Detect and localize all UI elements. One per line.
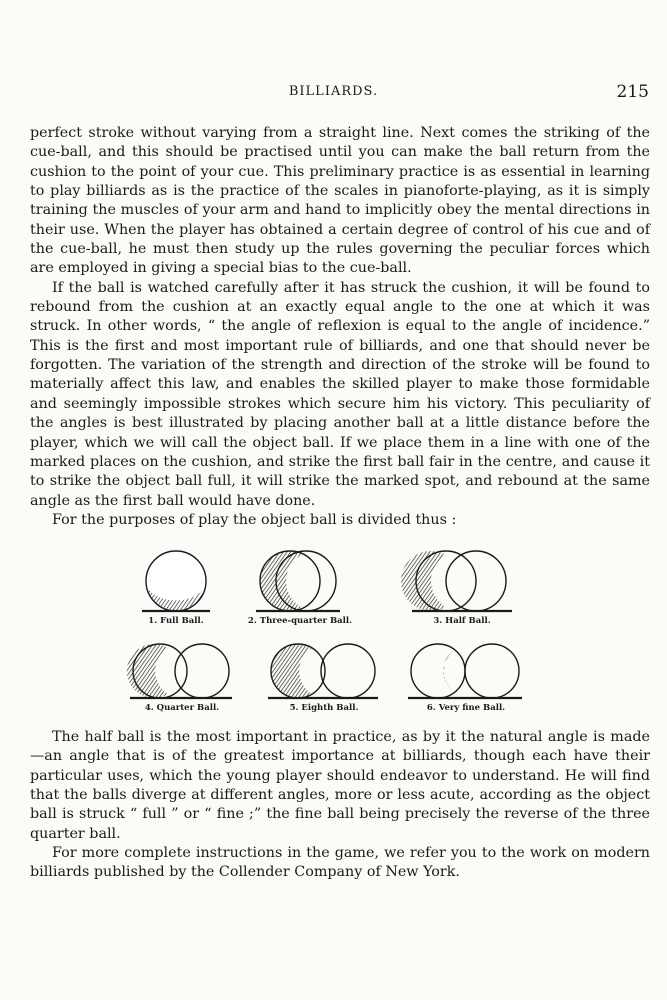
three-quarter-ball-illustration <box>256 551 340 611</box>
caption-half-ball: 3. Half Ball. <box>433 616 491 626</box>
paragraph: For more complete instructions in the game, we refer you to the work on modern billiards published by the Collender Company of New York. <box>30 845 650 881</box>
paragraph: For the purposes of play the object ball is divided thus : <box>52 511 457 528</box>
caption-full-ball: 1. Full Ball. <box>148 616 204 626</box>
paragraph: perfect stroke without varying from a straight line. Next comes the striking of the cue-ball, and this should be practised until you can make the ball return from the cushion to the point of your cue. This preliminary practice is as essential in learning to play billiards as is the practice of the scales in pianoforte-playing, as it is simply training the muscles of your arm and hand to implicitly obey the mental directions in their use. When the player has obtained a certain degree of control of his cue and of the cue-ball, he must then study up the rules governing the peculiar forces which are employed in giving a special bias to the cue-ball. <box>30 125 650 277</box>
full-ball-illustration <box>142 551 210 611</box>
ball-illustrations <box>120 544 550 714</box>
caption-quarter-ball: 4. Quarter Ball. <box>144 703 220 713</box>
running-title: BILLIARDS. <box>288 84 379 99</box>
eighth-ball-illustration <box>268 644 378 698</box>
object-ball-diagram <box>120 544 550 714</box>
paragraph: The half ball is the most important in practice, as by it the natural angle is made—an angle that is of the greatest importance at billiards, though each have their particular uses, which the young player should endeavor to understand. He will find that the balls diverge at different angles, more or less acute, according as the object ball is struck “ full ” or “ fine ;” the fine ball being precisely the reverse of the three quarter ball. <box>30 729 650 842</box>
page-number: 215 <box>616 82 649 102</box>
half-ball-illustration <box>401 551 512 611</box>
paragraph: If the ball is watched carefully after it has struck the cushion, it will be found to rebound from the cushion at an exactly equal angle to the one at which it was struck. In other words, “ the angle of reflexion is equal to the angle of incidence.” This is the first and most important rule of billiards, and one that should never be forgotten. The variation of the strength and direction of the stroke will be found to materially affect this law, and enables the skilled player to make those formidable and seemingly impossible strokes which secure him his victory. This peculiarity of the angles is best illustrated by placing another ball at a little distance before the player, which we will call the object ball. If we place them in a line with one of the marked places on the cushion, and strike the first ball fair in the centre, and cause it to strike the object ball full, it will strike the marked spot, and rebound at the same angle as the first ball would have done. <box>30 279 650 509</box>
quarter-ball-illustration <box>127 644 232 698</box>
running-head <box>0 84 667 108</box>
body-text-top <box>30 124 650 530</box>
caption-three-quarter-ball: 2. Three-quarter Ball. <box>247 616 353 626</box>
caption-eighth-ball: 5. Eighth Ball. <box>289 703 359 713</box>
very-fine-ball-illustration <box>408 644 522 698</box>
caption-very-fine-ball: 6. Very fine Ball. <box>426 703 506 713</box>
body-text-bottom <box>30 728 650 883</box>
